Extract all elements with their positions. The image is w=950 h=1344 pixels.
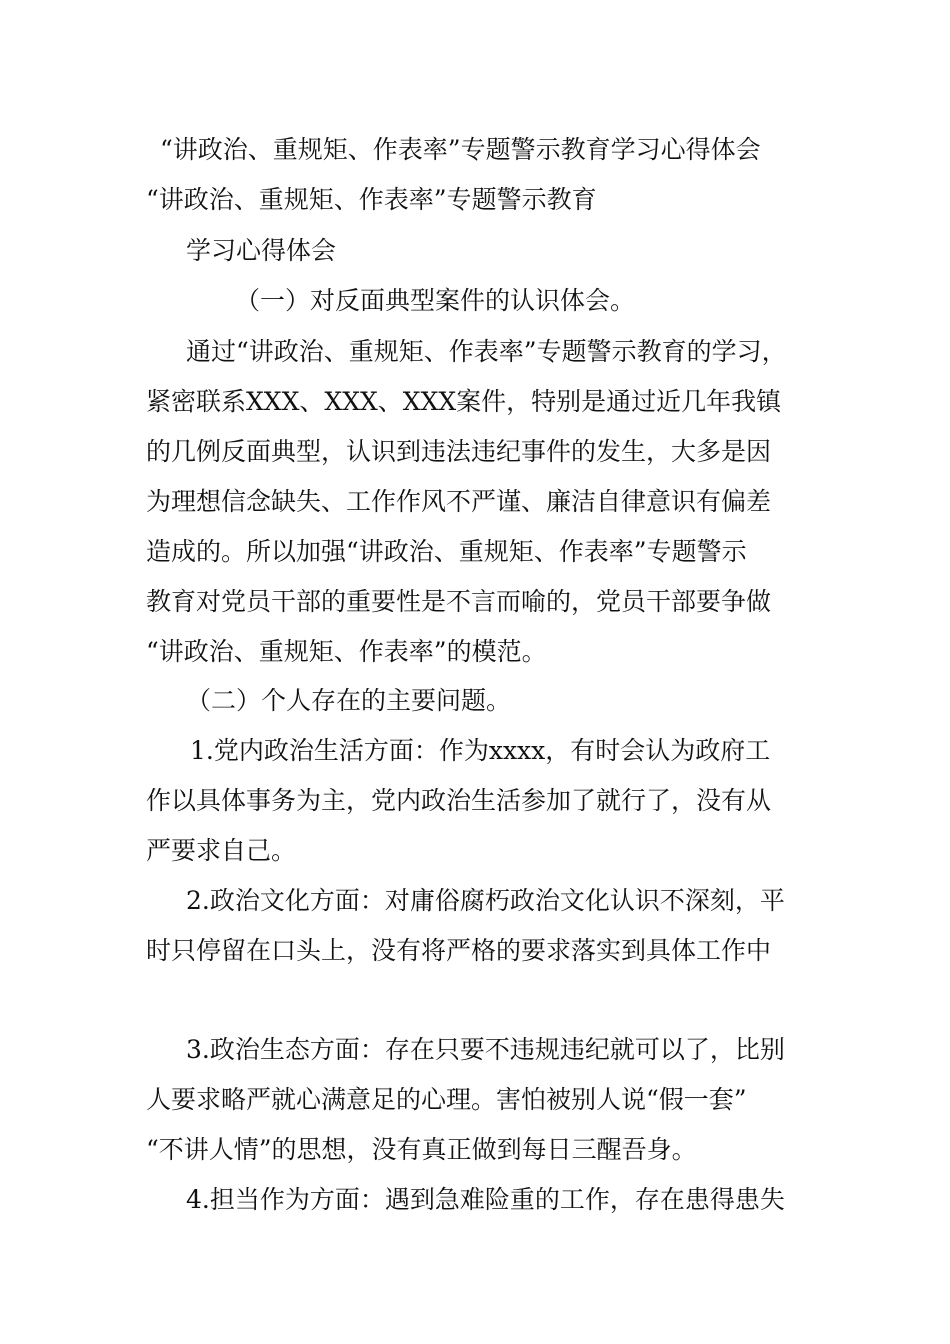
item-2-line: 时只停留在口头上，没有将严格的要求落实到具体工作中 xyxy=(146,936,772,965)
paragraph-line: 的几例反面典型，认识到违法违纪事件的发生，大多是因 xyxy=(146,437,772,466)
paragraph-line: 教育对党员干部的重要性是不言而喻的，党员干部要争做 xyxy=(146,587,772,616)
paragraph-line: 为理想信念缺失、工作作风不严谨、廉洁自律意识有偏差 xyxy=(146,487,772,516)
item-2-line: 2.政治文化方面：对庸俗腐朽政治文化认识不深刻，平 xyxy=(186,886,785,915)
document-subtitle: “讲政治、重规矩、作表率”专题警示教育 xyxy=(146,185,597,214)
paragraph-line: 造成的。所以加强“讲政治、重规矩、作表率”专题警示 xyxy=(146,537,747,566)
item-3-line: 3.政治生态方面：存在只要不违规违纪就可以了，比别 xyxy=(186,1035,785,1064)
document-subtitle-continued: 学习心得体会 xyxy=(186,236,337,265)
item-1-line: 严要求自己。 xyxy=(146,836,297,865)
document-title: “讲政治、重规矩、作表率”专题警示教育学习心得体会 xyxy=(160,135,761,164)
item-3-line: 人要求略严就心满意足的心理。害怕被别人说“假一套” xyxy=(146,1085,747,1114)
section-heading-2: （二）个人存在的主要问题。 xyxy=(186,686,512,715)
paragraph-line: 紧密联系XXX、XXX、XXX案件，特别是通过近几年我镇 xyxy=(146,387,782,416)
item-1-line: 作以具体事务为主，党内政治生活参加了就行了，没有从 xyxy=(146,786,772,815)
section-heading-1: （一）对反面典型案件的认识体会。 xyxy=(235,286,636,315)
item-3-line: “不讲人情”的思想，没有真正做到每日三醒吾身。 xyxy=(146,1135,697,1164)
item-1-line: 1.党内政治生活方面：作为xxxx，有时会认为政府工 xyxy=(190,736,771,765)
paragraph-line: “讲政治、重规矩、作表率”的模范。 xyxy=(146,637,547,666)
item-4-line: 4.担当作为方面：遇到急难险重的工作，存在患得患失 xyxy=(186,1185,785,1214)
paragraph-line: 通过“讲政治、重规矩、作表率”专题警示教育的学习， xyxy=(186,337,787,366)
